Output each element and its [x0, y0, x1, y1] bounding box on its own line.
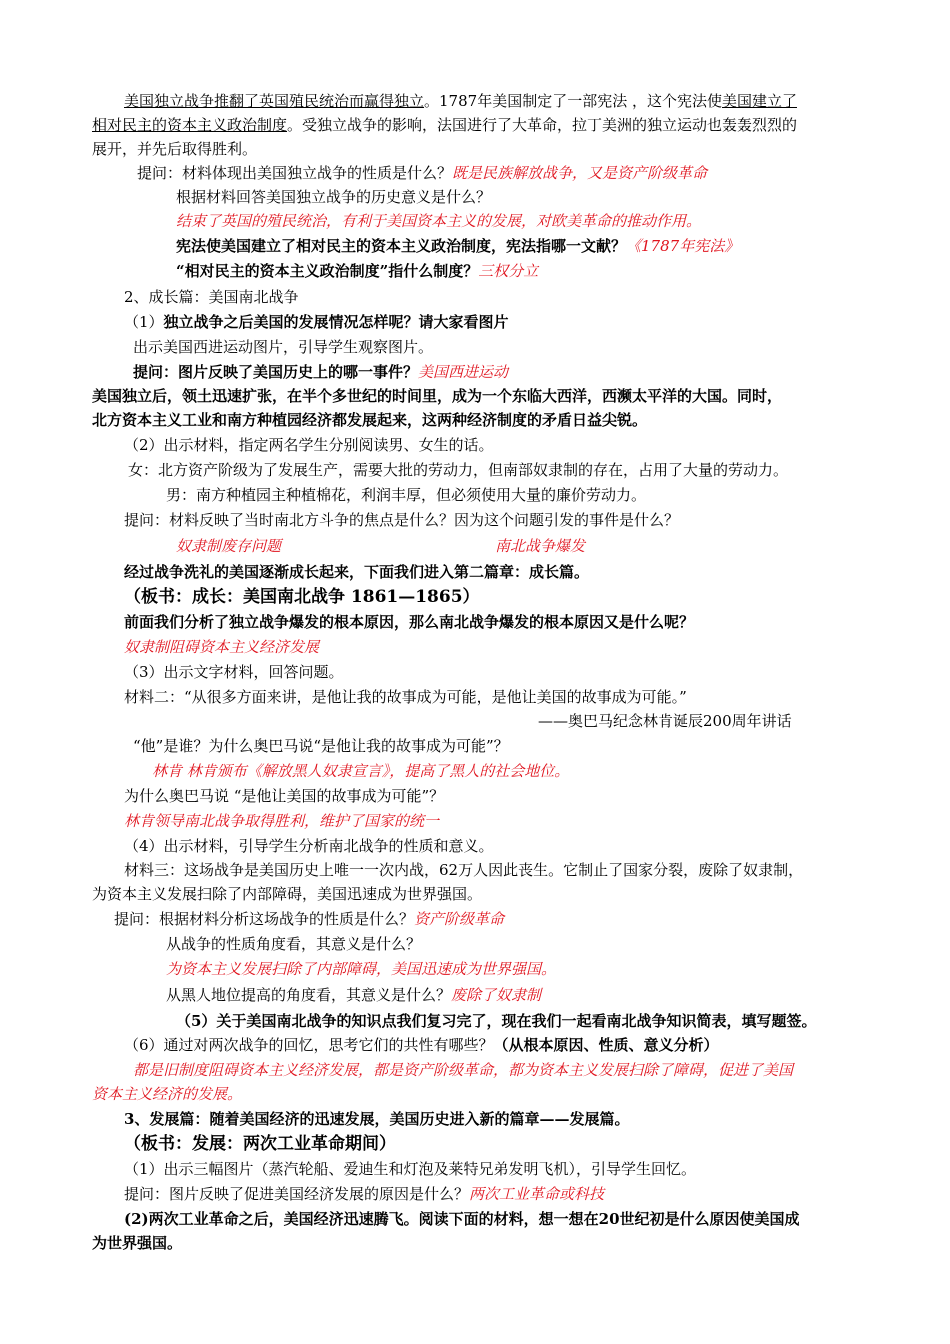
text-line	[538, 710, 792, 732]
text-line	[133, 735, 509, 757]
text-segment: 资产阶级革命	[414, 910, 505, 928]
text-segment: 3、发展篇：随着美国经济的迅速发展，美国历史进入新的篇章——发展篇。	[124, 1110, 630, 1128]
text-segment: 结束了英国的殖民统治，有利于美国资本主义的发展，对欧美革命的推动作用。	[176, 212, 702, 230]
text-segment: 为资本主义发展扫除了内部障碍，美国迅速成为世界强国。	[166, 960, 557, 978]
text-line	[133, 361, 508, 383]
text-segment: 。1787年美国制定了一部宪法 ，这个宪法使	[424, 92, 722, 110]
text-line	[133, 1059, 793, 1081]
text-line	[124, 434, 494, 456]
text-segment: （6）通过对两次战争的回忆，思考它们的共性有哪些？	[124, 1036, 494, 1054]
text-segment: 男：南方种植园主种植棉花，利润丰厚，但必须使用大量的廉价劳动力。	[166, 486, 647, 504]
text-line	[124, 785, 444, 807]
text-segment: 美国独立战争推翻了英国殖民统治而赢得独立	[124, 92, 425, 110]
text-segment: 南北战争爆发	[495, 537, 586, 555]
text-line	[124, 636, 319, 658]
text-segment: 展开，并先后取得胜利。	[92, 140, 258, 158]
text-line	[176, 186, 491, 208]
blackboard-note	[124, 1133, 396, 1155]
text-segment: （从根本原因、性质、意义分析）	[493, 1036, 719, 1054]
text-line	[166, 984, 541, 1006]
text-line	[124, 1158, 696, 1180]
text-line	[124, 561, 589, 583]
section-heading	[124, 1108, 629, 1130]
text-segment: 出示美国西进运动图片，引导学生观察图片。	[133, 338, 434, 356]
text-line	[92, 409, 647, 431]
text-segment: （1）	[124, 313, 164, 331]
text-segment: “他”是谁？为什么奥巴马说“是他让我的故事成为可能”？	[133, 737, 509, 755]
text-segment: 《1787年宪法》	[626, 237, 740, 255]
section-heading	[124, 286, 299, 308]
text-segment: 林肯 林肯颁布《解放黑人奴隶宣言》，提高了黑人的社会地位。	[152, 762, 570, 780]
text-segment: 。受独立战争的影响，法国进行了大革命，拉丁美洲的独立运动也轰轰烈烈的	[287, 116, 798, 134]
text-line	[128, 459, 788, 481]
text-line	[124, 509, 679, 531]
text-segment: 美国建立了	[721, 92, 797, 110]
text-segment: “相对民主的资本主义政治制度”指什么制度？	[176, 262, 479, 280]
text-segment: 独立战争之后美国的发展情况怎样呢？请大家看图片	[163, 313, 509, 331]
text-segment: 为什么奥巴马说 “是他让美国的故事成为可能”？	[124, 787, 445, 805]
text-segment: 经过战争洗礼的美国逐渐成长起来，下面我们进入第二篇章：成长篇。	[124, 563, 590, 581]
text-segment: （5）关于美国南北战争的知识点我们复习完了，现在我们一起看南北战争知识简表，填写题签。	[176, 1012, 817, 1030]
text-line	[495, 535, 585, 557]
text-segment: (2)两次工业革命之后，美国经济迅速腾飞。阅读下面的材料，想一想在20世纪初是什么原因使美国成	[124, 1210, 800, 1228]
text-segment: 提问：根据材料分析这场战争的性质是什么？	[114, 910, 415, 928]
text-segment: 提问：材料体现出美国独立战争的性质是什么？	[137, 164, 453, 182]
text-segment: 既是民族解放战争，又是资产阶级革命	[452, 164, 708, 182]
text-segment: （1）出示三幅图片（蒸汽轮船、爱迪生和灯泡及莱特兄弟发明飞机），引导学生回忆。	[124, 1160, 697, 1178]
text-segment: （3）出示文字材料，回答问题。	[124, 663, 344, 681]
text-segment: 为资本主义发展扫除了内部障碍，美国迅速成为世界强国。	[92, 885, 483, 903]
text-line	[124, 859, 803, 881]
text-line	[133, 336, 433, 358]
text-segment: 材料二：“从很多方面来讲，是他让我的故事成为可能，是他让美国的故事成为可能。”	[124, 688, 687, 706]
text-segment: 资本主义经济的发展。	[92, 1085, 243, 1103]
text-segment: （4）出示材料，引导学生分析南北战争的性质和意义。	[124, 837, 494, 855]
text-segment: （板书：成长：美国南北战争 1861—1865）	[124, 587, 480, 607]
text-segment: 三权分立	[478, 262, 539, 280]
text-segment: 林肯领导南北战争取得胜利，维护了国家的统一	[124, 812, 440, 830]
text-segment: 提问：图片反映了美国历史上的哪一事件？	[133, 363, 419, 381]
text-line	[124, 311, 509, 333]
text-line	[166, 484, 646, 506]
text-line	[176, 235, 739, 257]
text-segment: 美国独立后，领土迅速扩张，在半个多世纪的时间里，成为一个东临大西洋，西濒太平洋的大国。同时，	[92, 387, 783, 405]
text-line	[124, 835, 494, 857]
text-line	[166, 958, 556, 980]
text-line	[92, 114, 797, 136]
text-segment: 为世界强国。	[92, 1234, 183, 1252]
text-line	[124, 1034, 719, 1056]
text-segment: 从战争的性质角度看，其意义是什么？	[166, 935, 422, 953]
text-line	[176, 535, 281, 557]
text-segment: 前面我们分析了独立战争爆发的根本原因，那么南北战争爆发的根本原因又是什么呢？	[124, 613, 695, 631]
text-line	[152, 760, 569, 782]
text-line	[124, 1208, 800, 1230]
text-line	[176, 210, 701, 232]
text-line	[124, 661, 344, 683]
blackboard-note	[124, 586, 480, 608]
text-line	[92, 385, 782, 407]
text-segment: 北方资本主义工业和南方种植园经济都发展起来，这两种经济制度的矛盾日益尖锐。	[92, 411, 648, 429]
text-line	[176, 1010, 816, 1032]
text-segment: 宪法使美国建立了相对民主的资本主义政治制度，宪法指哪一文献？	[176, 237, 627, 255]
text-line	[137, 162, 707, 184]
text-line	[114, 908, 504, 930]
text-line	[166, 933, 421, 955]
text-line	[92, 1232, 182, 1254]
text-segment: 相对民主的资本主义政治制度	[92, 116, 288, 134]
text-segment: 2、成长篇：美国南北战争	[124, 288, 299, 306]
text-segment: 奴隶制废存问题	[176, 537, 282, 555]
text-line	[92, 1083, 242, 1105]
text-line	[124, 686, 687, 708]
text-segment: 美国西进运动	[418, 363, 509, 381]
text-line	[124, 1183, 604, 1205]
text-segment: ——奥巴马纪念林肯诞辰200周年讲话	[538, 712, 792, 730]
text-line	[124, 90, 797, 112]
text-segment: 材料三：这场战争是美国历史上唯一一次内战，62万人因此丧生。它制止了国家分裂，废除了奴隶制，	[124, 861, 804, 879]
text-segment: 废除了奴隶制	[451, 986, 542, 1004]
text-segment: 女：北方资产阶级为了发展生产，需要大批的劳动力，但南部奴隶制的存在，占用了大量的劳动力。	[128, 461, 789, 479]
text-segment: （板书：发展：两次工业革命期间）	[124, 1134, 396, 1154]
text-line	[92, 138, 257, 160]
text-segment: （2）出示材料，指定两名学生分别阅读男、女生的话。	[124, 436, 494, 454]
text-segment: 提问：材料反映了当时南北方斗争的焦点是什么？因为这个问题引发的事件是什么？	[124, 511, 680, 529]
text-segment: 两次工业革命或科技	[469, 1185, 605, 1203]
text-segment: 根据材料回答美国独立战争的历史意义是什么？	[176, 188, 492, 206]
text-segment: 从黑人地位提高的角度看，其意义是什么？	[166, 986, 452, 1004]
text-line	[176, 260, 538, 282]
text-segment: 都是旧制度阻碍资本主义经济发展，都是资产阶级革命，都为资本主义发展扫除了障碍，促进了美国	[133, 1061, 794, 1079]
text-line	[124, 810, 439, 832]
text-segment: 奴隶制阻碍资本主义经济发展	[124, 638, 320, 656]
text-line	[124, 611, 694, 633]
text-line	[92, 883, 482, 905]
text-segment: 提问：图片反映了促进美国经济发展的原因是什么？	[124, 1185, 470, 1203]
